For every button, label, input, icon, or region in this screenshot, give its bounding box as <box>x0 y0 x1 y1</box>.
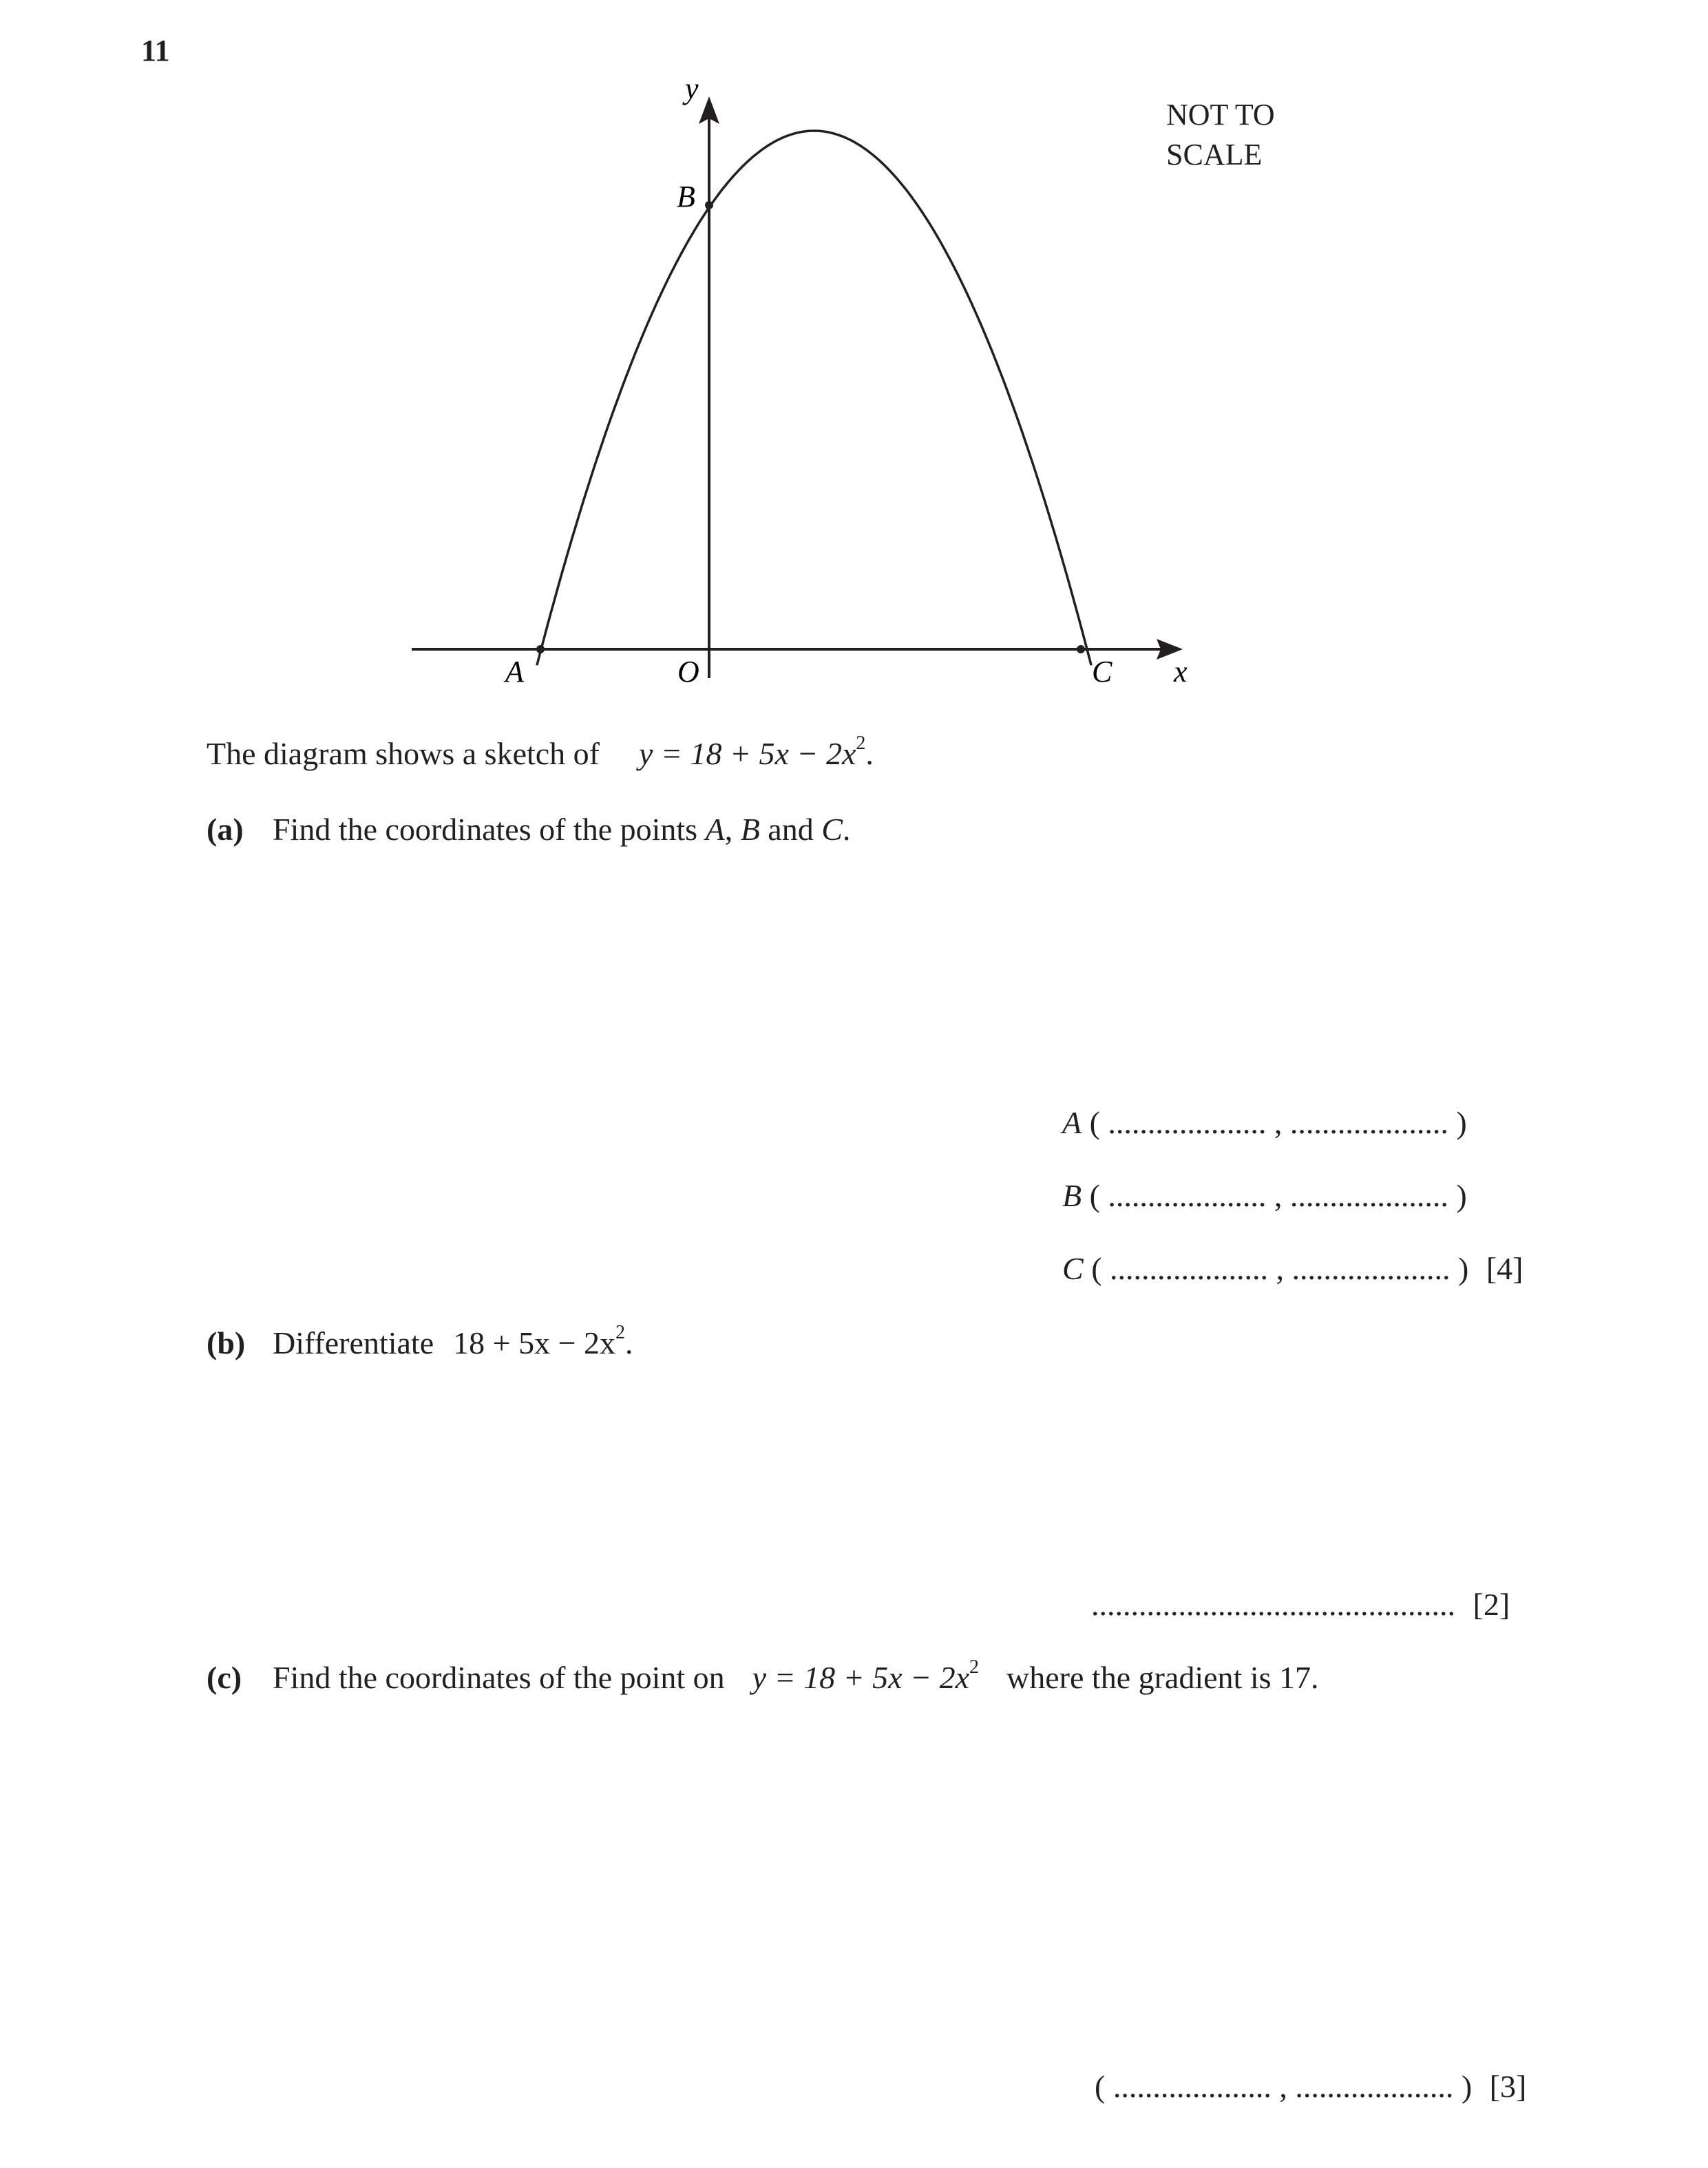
point-a-label: A <box>505 655 524 688</box>
intro-equation: $y = 18 + 5x - 2x^2$. <box>639 733 874 771</box>
answer-line-c[interactable]: C ( .................... , .................... ) [4] <box>1062 1251 1524 1286</box>
answer-line-a[interactable]: A ( .................... , .................... ) <box>1062 1105 1467 1140</box>
marks-part-a: [4] <box>1486 1251 1524 1286</box>
intro-text: The diagram shows a sketch of $y = 18 + 5x - 2x^2$. <box>207 733 874 771</box>
x-axis-label: x <box>1174 655 1188 688</box>
marks-part-c: [3] <box>1489 2069 1527 2104</box>
not-to-scale-note <box>1166 95 1275 175</box>
point-c-label: C <box>1092 655 1113 688</box>
part-c-question: (c) Find the coordinates of the point on $y = 18 + 5x - 2x^2$ where the gradient is 17. <box>207 1656 1319 1695</box>
point-b-label: B <box>677 180 695 213</box>
point-a-dot <box>536 645 545 653</box>
y-axis-label: y <box>685 72 699 105</box>
answer-line-part-c[interactable]: ( .................... , .................... ) [3] <box>1095 2069 1527 2104</box>
origin-label: O <box>677 655 699 688</box>
marks-part-b: [2] <box>1473 1587 1510 1622</box>
parabola-diagram <box>0 0 1708 716</box>
part-c-label: (c) <box>207 1660 242 1695</box>
part-a-question: (a) Find the coordinates of the points A, B and C. <box>207 812 851 847</box>
parabola-curve <box>537 131 1091 665</box>
not-to-scale-line-2: SCALE <box>1166 138 1263 171</box>
answer-line-b[interactable]: B ( .................... , .................... ) <box>1062 1178 1467 1213</box>
answer-line-part-b[interactable]: .............................................. [2] <box>1091 1587 1510 1622</box>
not-to-scale-line-1: NOT TO <box>1166 98 1275 131</box>
part-b-label: (b) <box>207 1325 246 1360</box>
point-c-dot <box>1077 645 1085 653</box>
part-a-label: (a) <box>207 812 244 847</box>
part-b-question: (b) Differentiate $18 + 5x - 2x^2$. <box>207 1322 633 1360</box>
point-b-dot <box>705 201 713 209</box>
question-number: 11 <box>141 34 170 67</box>
